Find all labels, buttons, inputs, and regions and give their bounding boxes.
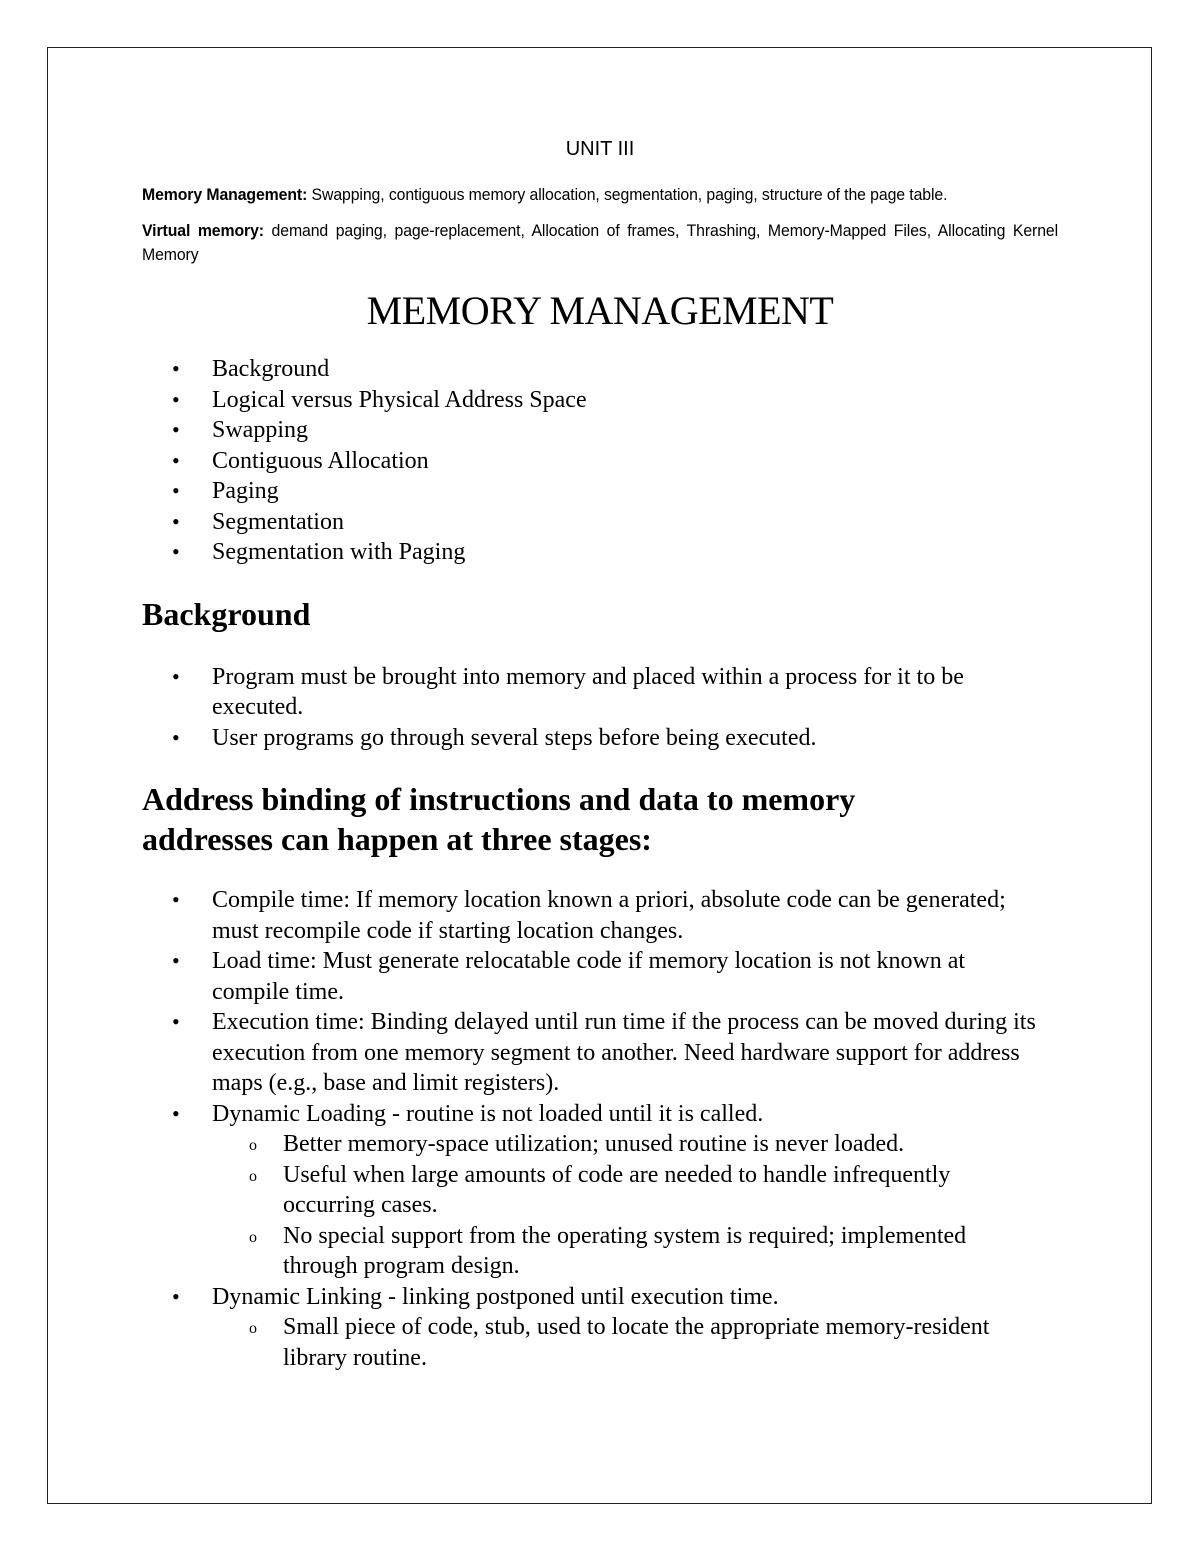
- binding-list: [142, 885, 1042, 1373]
- binding-item-text: Dynamic Loading - routine is not loaded until it is called.: [212, 1100, 764, 1127]
- sub-item: o Small piece of code, stub, used to locate the appropriate memory-resident library routine.: [212, 1312, 1042, 1373]
- toc-list: [142, 354, 1058, 568]
- unit-title: UNIT III: [565, 138, 635, 160]
- background-item: • Program must be brought into memory and placed within a process for it to be executed.: [142, 662, 1042, 723]
- syllabus-virtual: [142, 219, 1058, 267]
- syllabus-memory-text: Swapping, contiguous memory allocation, segmentation, paging, structure of the page table.: [307, 185, 948, 204]
- toc-item: • Background: [142, 354, 1058, 385]
- binding-item-text: Dynamic Linking - linking postponed until execution time.: [212, 1283, 779, 1310]
- toc-item: • Swapping: [142, 415, 1058, 446]
- toc-item: • Logical versus Physical Address Space: [142, 385, 1058, 416]
- main-title: MEMORY MANAGEMENT: [366, 288, 834, 333]
- background-item: • User programs go through several steps before being executed.: [142, 723, 1042, 754]
- toc-item: • Segmentation with Paging: [142, 537, 1058, 568]
- binding-item: • Load time: Must generate relocatable code if memory location is not known at compile time.: [142, 946, 1042, 1007]
- toc-item: • Paging: [142, 476, 1058, 507]
- binding-item: • Execution time: Binding delayed until run time if the process can be moved during its execution from one memory segment to another. Need hardware support for address maps (e.g., base and limit registers).: [142, 1007, 1042, 1099]
- toc-item: • Contiguous Allocation: [142, 446, 1058, 477]
- dynamic-loading-sublist: [212, 1129, 1042, 1282]
- binding-item-dynamic-linking: [142, 1282, 1042, 1374]
- binding-item-dynamic-loading: [142, 1099, 1042, 1282]
- syllabus-memory: [142, 183, 1142, 207]
- binding-item: • Compile time: If memory location known a priori, absolute code can be generated; must recompile code if starting location changes.: [142, 885, 1042, 946]
- sub-item: o No special support from the operating system is required; implemented through program design.: [212, 1221, 1042, 1282]
- document-content: [142, 138, 1058, 1373]
- binding-heading: Address binding of instructions and data to memory addresses can happen at three stages:: [142, 781, 856, 857]
- syllabus-virtual-text: demand paging, page-replacement, Allocation of frames, Thrashing, Memory-Mapped Files, Allocating Kernel Memory: [142, 221, 1059, 264]
- toc-item: • Segmentation: [142, 507, 1058, 538]
- sub-item: o Better memory-space utilization; unused routine is never loaded.: [212, 1129, 1042, 1160]
- syllabus-virtual-label: Virtual memory:: [142, 221, 264, 240]
- dynamic-linking-sublist: [212, 1312, 1042, 1373]
- background-heading: Background: [142, 595, 311, 632]
- background-list: [142, 662, 1042, 754]
- syllabus-memory-label: Memory Management:: [142, 185, 308, 204]
- sub-item: o Useful when large amounts of code are needed to handle infrequently occurring cases.: [212, 1160, 1042, 1221]
